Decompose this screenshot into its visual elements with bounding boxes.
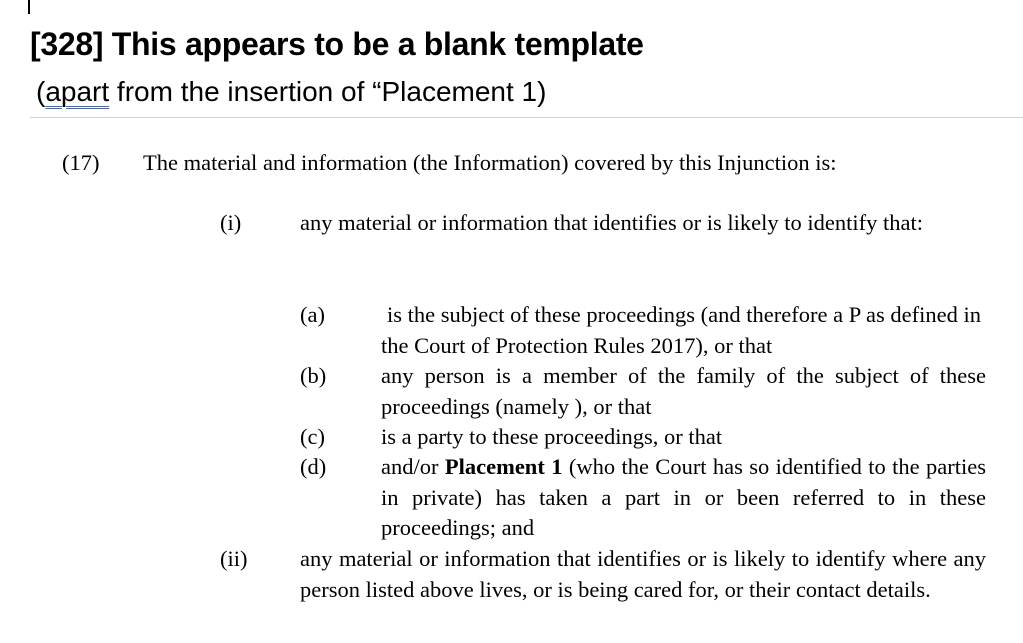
sub-a-text: is the subject of these proceedings (and therefore a P as defined in the Court of Protection Rules 2017), or that — [381, 302, 981, 358]
header-divider — [30, 117, 1023, 118]
sub-b-number: (b) — [300, 363, 327, 388]
sub-d-text — [381, 452, 986, 544]
placement-1-bold: Placement 1 — [444, 454, 563, 479]
subtitle-rest: from the insertion of “Placement 1) — [109, 76, 547, 107]
spellcheck-flagged-word[interactable]: apart — [45, 76, 110, 107]
item-ii-number: (ii) — [220, 546, 248, 571]
sub-d-number: (d) — [300, 454, 327, 479]
para-17-number: (17) — [62, 150, 100, 175]
sub-c-number: (c) — [300, 424, 325, 449]
sub-d-text-after: (who the Court has so identified to the parties in private) has taken a part in or been referred to in these proceedings; and — [381, 454, 986, 540]
subtitle-open: ( — [36, 76, 46, 107]
sub-a-number: (a) — [300, 302, 325, 327]
page-title: [328] This appears to be a blank template — [30, 26, 644, 62]
sub-c-text: is a party to these proceedings, or that — [381, 424, 723, 449]
item-ii-text: any material or information that identifies or is likely to identify where any person listed above lives, or is being cared for, or their contact details. — [300, 546, 986, 602]
text-cursor — [28, 0, 30, 14]
item-i-text: any material or information that identifies or is likely to identify that: — [300, 210, 923, 235]
page-subtitle — [36, 72, 546, 112]
para-17-text: The material and information (the Information) covered by this Injunction is: — [143, 150, 837, 175]
item-i-number: (i) — [220, 210, 242, 235]
sub-b-text: any person is a member of the family of the subject of these proceedings (namely ), or that — [381, 363, 986, 419]
sub-d-text-before: and/or — [381, 454, 445, 479]
